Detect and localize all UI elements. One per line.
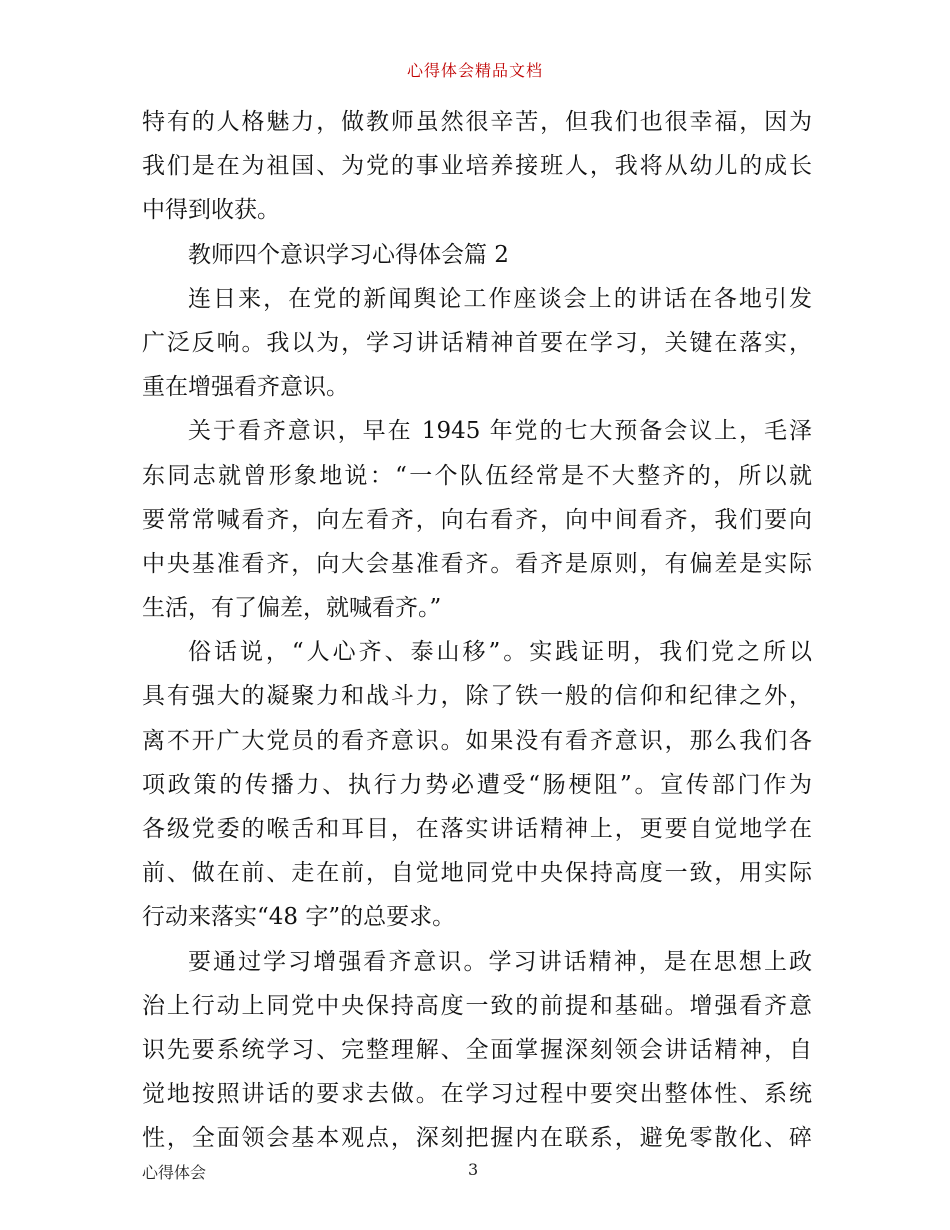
page-number: 3 [468, 1160, 479, 1179]
text-line: 关于看齐意识，早在 1945 年党的七大预备会议上，毛泽 [188, 418, 812, 445]
text-line: 我们是在为祖国、为党的事业培养接班人，我将从幼儿的成长 [142, 153, 812, 180]
text-line: 识先要系统学习、完整理解、全面掌握深刻领会讲话精神，自 [142, 1036, 812, 1063]
text-line: 项政策的传播力、执行力势必遭受“肠梗阻”。宣传部门作为 [142, 771, 812, 798]
text-line: 觉地按照讲话的要求去做。在学习过程中要突出整体性、系统 [142, 1081, 812, 1108]
text-line: 治上行动上同党中央保持高度一致的前提和基础。增强看齐意 [142, 992, 812, 1019]
text-line: 中央基准看齐，向大会基准看齐。看齐是原则，有偏差是实际 [142, 550, 812, 577]
text-line: 东同志就曾形象地说：“一个队伍经常是不大整齐的，所以就 [142, 462, 812, 489]
text-line: 离不开广大党员的看齐意识。如果没有看齐意识，那么我们各 [142, 727, 812, 754]
text-line: 中得到收获。 [142, 197, 280, 224]
text-line: 行动来落实“48 字”的总要求。 [142, 904, 456, 931]
footer-label: 心得体会 [142, 1163, 207, 1182]
text-line: 俗话说，“人心齐、泰山移”。实践证明，我们党之所以 [188, 639, 812, 666]
text-line: 广泛反响。我以为，学习讲话精神首要在学习，关键在落实， [142, 329, 812, 356]
text-line: 生活，有了偏差，就喊看齐。” [142, 595, 442, 622]
text-line: 要常常喊看齐，向左看齐，向右看齐，向中间看齐，我们要向 [142, 506, 812, 533]
text-line: 性，全面领会基本观点，深刻把握内在联系，避免零散化、碎 [142, 1125, 812, 1152]
text-line: 具有强大的凝聚力和战斗力，除了铁一般的信仰和纪律之外， [142, 683, 812, 710]
section-heading: 教师四个意识学习心得体会篇 2 [188, 241, 509, 268]
text-line: 要通过学习增强看齐意识。学习讲话精神，是在思想上政 [188, 948, 812, 975]
text-line: 前、做在前、走在前，自觉地同党中央保持高度一致，用实际 [142, 860, 812, 887]
text-line: 各级党委的喉舌和耳目，在落实讲话精神上，更要自觉地学在 [142, 816, 812, 842]
text-line: 重在增强看齐意识。 [142, 374, 349, 401]
page-header-title: 心得体会精品文档 [406, 61, 543, 80]
text-line: 特有的人格魅力，做教师虽然很辛苦，但我们也很幸福，因为 [142, 109, 812, 135]
text-line: 连日来，在党的新闻舆论工作座谈会上的讲话在各地引发 [188, 285, 812, 312]
body-text [142, 100, 812, 1161]
